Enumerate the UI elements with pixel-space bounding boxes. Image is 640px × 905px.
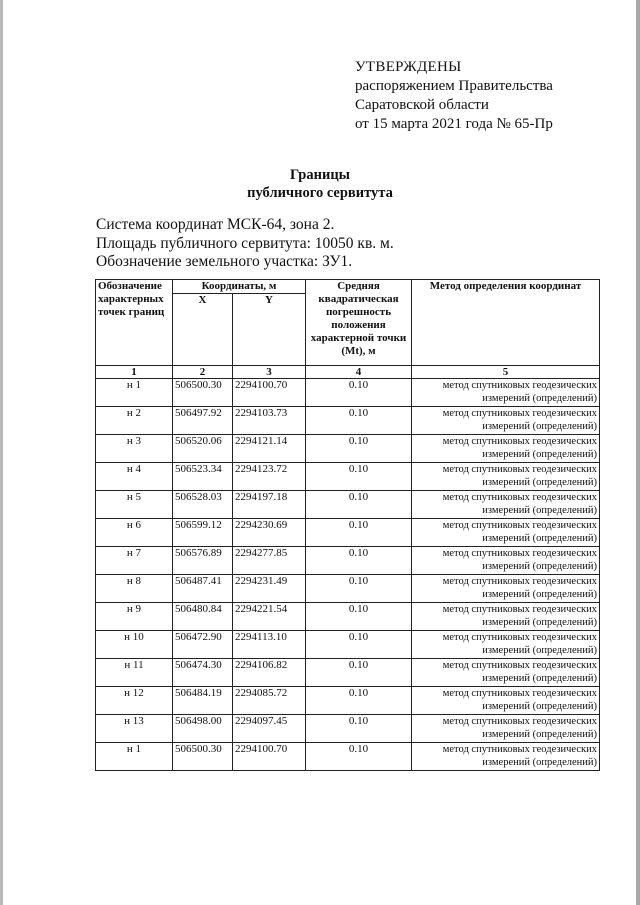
scan-edge-right	[636, 0, 640, 905]
y-cell: 2294113.10	[233, 631, 306, 659]
x-cell: 506599.12	[173, 519, 233, 547]
error-cell: 0.10	[306, 659, 412, 687]
point-cell: н 7	[96, 547, 173, 575]
error-cell: 0.10	[306, 715, 412, 743]
error-cell: 0.10	[306, 547, 412, 575]
table-row	[96, 687, 600, 715]
x-cell: 506500.30	[173, 379, 233, 407]
method-cell: метод спутниковых геодезических измерений (определений)	[412, 435, 600, 463]
point-cell: н 6	[96, 519, 173, 547]
document-title	[0, 166, 640, 202]
method-cell: метод спутниковых геодезических измерений (определений)	[412, 631, 600, 659]
column-number: 3	[233, 366, 306, 379]
error-cell: 0.10	[306, 463, 412, 491]
scan-edge-left	[0, 0, 3, 905]
y-cell: 2294097.45	[233, 715, 306, 743]
column-number: 5	[412, 366, 600, 379]
x-cell: 506520.06	[173, 435, 233, 463]
point-cell: н 3	[96, 435, 173, 463]
x-cell: 506497.92	[173, 407, 233, 435]
y-cell: 2294230.69	[233, 519, 306, 547]
error-cell: 0.10	[306, 519, 412, 547]
table-row	[96, 407, 600, 435]
table-row	[96, 575, 600, 603]
parcel-text: Обозначение земельного участка: ЗУ1.	[96, 253, 353, 270]
y-cell: 2294231.49	[233, 575, 306, 603]
approval-line-3: от 15 марта 2021 года № 65-Пр	[355, 116, 553, 132]
table-body	[96, 379, 600, 771]
point-cell: н 1	[96, 743, 173, 771]
method-cell: метод спутниковых геодезических измерений (определений)	[412, 407, 600, 435]
y-cell: 2294123.72	[233, 463, 306, 491]
table-row	[96, 379, 600, 407]
y-cell: 2294085.72	[233, 687, 306, 715]
y-cell: 2294197.18	[233, 491, 306, 519]
coord-system-text: Система координат МСК-64, зона 2.	[96, 216, 335, 233]
point-cell: н 5	[96, 491, 173, 519]
x-cell: 506576.89	[173, 547, 233, 575]
table-row	[96, 715, 600, 743]
error-cell: 0.10	[306, 743, 412, 771]
y-cell: 2294121.14	[233, 435, 306, 463]
x-cell: 506484.19	[173, 687, 233, 715]
method-cell: метод спутниковых геодезических измерений (определений)	[412, 379, 600, 407]
y-cell: 2294100.70	[233, 743, 306, 771]
point-cell: н 1	[96, 379, 173, 407]
error-cell: 0.10	[306, 631, 412, 659]
approval-block	[355, 58, 553, 134]
table-header-row	[96, 280, 600, 294]
point-cell: н 8	[96, 575, 173, 603]
point-cell: н 10	[96, 631, 173, 659]
error-cell: 0.10	[306, 407, 412, 435]
coordinates-table	[95, 279, 600, 771]
table-row	[96, 435, 600, 463]
y-cell: 2294100.70	[233, 379, 306, 407]
column-number: 4	[306, 366, 412, 379]
error-cell: 0.10	[306, 379, 412, 407]
column-number: 2	[173, 366, 233, 379]
point-cell: н 12	[96, 687, 173, 715]
table-row	[96, 547, 600, 575]
point-cell: н 2	[96, 407, 173, 435]
info-block	[96, 216, 394, 272]
x-cell: 506472.90	[173, 631, 233, 659]
error-cell: 0.10	[306, 491, 412, 519]
header-coords: Координаты, м	[173, 280, 306, 294]
method-cell: метод спутниковых геодезических измерений (определений)	[412, 463, 600, 491]
y-cell: 2294106.82	[233, 659, 306, 687]
table-row	[96, 603, 600, 631]
error-cell: 0.10	[306, 603, 412, 631]
x-cell: 506523.34	[173, 463, 233, 491]
method-cell: метод спутниковых геодезических измерений (определений)	[412, 491, 600, 519]
method-cell: метод спутниковых геодезических измерений (определений)	[412, 659, 600, 687]
point-cell: н 9	[96, 603, 173, 631]
approval-line-2: Саратовской области	[355, 97, 489, 113]
header-error: Средняя квадратическая погрешность положения характерной точки (Mt), м	[306, 280, 412, 366]
x-cell: 506487.41	[173, 575, 233, 603]
method-cell: метод спутниковых геодезических измерений (определений)	[412, 519, 600, 547]
error-cell: 0.10	[306, 687, 412, 715]
x-cell: 506474.30	[173, 659, 233, 687]
approval-heading: УТВЕРЖДЕНЫ	[355, 59, 462, 75]
x-cell: 506498.00	[173, 715, 233, 743]
method-cell: метод спутниковых геодезических измерений (определений)	[412, 603, 600, 631]
method-cell: метод спутниковых геодезических измерений (определений)	[412, 687, 600, 715]
column-number-row	[96, 366, 600, 379]
area-text: Площадь публичного сервитута: 10050 кв. м.	[96, 234, 394, 252]
point-cell: н 4	[96, 463, 173, 491]
x-cell: 506528.03	[173, 491, 233, 519]
column-number: 1	[96, 366, 173, 379]
method-cell: метод спутниковых геодезических измерений (определений)	[412, 715, 600, 743]
table-row	[96, 491, 600, 519]
header-method: Метод определения координат	[412, 280, 600, 366]
table-row	[96, 743, 600, 771]
approval-line-1: распоряжением Правительства	[355, 78, 553, 94]
header-x: X	[173, 294, 233, 366]
table-row	[96, 659, 600, 687]
table-row	[96, 631, 600, 659]
header-y: Y	[233, 294, 306, 366]
point-cell: н 11	[96, 659, 173, 687]
error-cell: 0.10	[306, 575, 412, 603]
method-cell: метод спутниковых геодезических измерений (определений)	[412, 575, 600, 603]
method-cell: метод спутниковых геодезических измерений (определений)	[412, 547, 600, 575]
table-row	[96, 519, 600, 547]
error-cell: 0.10	[306, 435, 412, 463]
title-line-1: Границы	[289, 167, 350, 183]
point-cell: н 13	[96, 715, 173, 743]
x-cell: 506480.84	[173, 603, 233, 631]
x-cell: 506500.30	[173, 743, 233, 771]
y-cell: 2294221.54	[233, 603, 306, 631]
y-cell: 2294103.73	[233, 407, 306, 435]
table-row	[96, 463, 600, 491]
method-cell: метод спутниковых геодезических измерений (определений)	[412, 743, 600, 771]
header-point: Обозначение характерных точек границ	[96, 280, 173, 366]
title-line-2: публичного сервитута	[247, 185, 393, 201]
y-cell: 2294277.85	[233, 547, 306, 575]
